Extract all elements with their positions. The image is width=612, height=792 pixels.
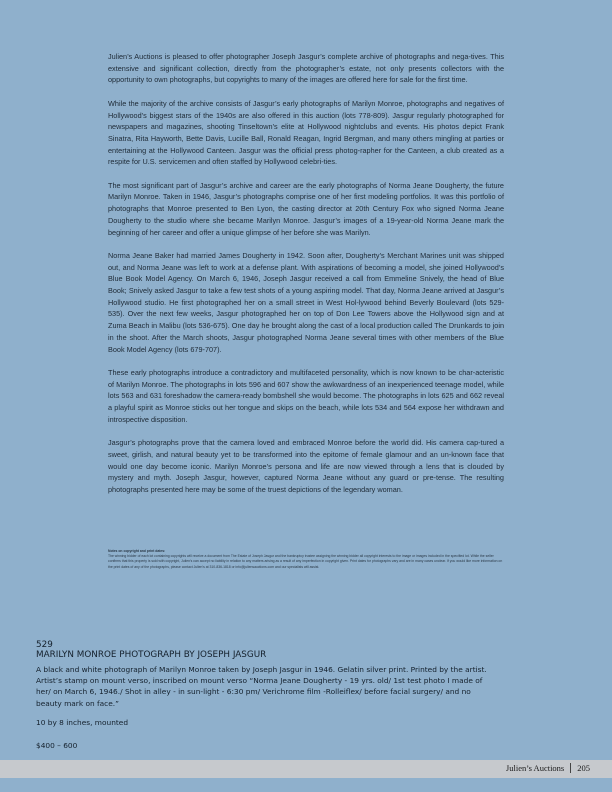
copyright-notes xyxy=(108,549,504,570)
essay-paragraph-4: Norma Jeane Baker had married James Dougherty in 1942. Soon after, Dougherty’s Merchant Marines unit was shipped out, and Norma Jeane was left to work at a defense plant. With aspirations of becoming a model, she joined Hollywood’s Blue Book Model Agency. On March 6, 1946, Joseph Jasgur received a call from Emmeline Snively, the head of Blue Book; Snively asked Jasgur to take a few test shots of a young aspiring model. That day, Norma Jeane arrived at Jasgur’s Hollywood studio. He first photographed her on a small street in West Hol-lywood behind Beverly Boulevard (lots 529-535). Over the next few weeks, Jasgur photographed her on top of Don Lee Towers above the Hollywood sign and at Zuma Beach in Malibu (lots 536-675). One day he brought along the cast of a local production called The Drunkards to join in the shoot. After the March shoots, Jasgur photographed Norma Jeane several times with other members of the Blue Book Model Agency (lots 679-707). xyxy=(108,250,504,354)
lot-title: MARILYN MONROE PHOTOGRAPH BY JOSEPH JASGUR xyxy=(36,650,267,660)
essay-paragraph-5: These early photographs introduce a contradictory and multifaceted personality, which is now known to be char-acteristic of Marilyn Monroe. The photographs in lots 596 and 607 show the awkwardness of an inexperienced teenage model, while lots 563 and 631 foreshadow the camera-ready bombshell she would become. The photographs in lots 625 and 662 reveal a playful spirit as Monroe sticks out her tongue and skips on the beach, while lots 534 and 564 expose her withdrawn and introspective disposition. xyxy=(108,367,504,424)
footer-brand: Julien’s Auctions xyxy=(505,763,565,773)
essay-paragraph-1: Julien’s Auctions is pleased to offer photographer Joseph Jasgur’s complete archive of photographs and nega-tives. This extensive and significant collection, directly from the photographer’s estate, not only presents collectors with the opportunity to own photographs, but copyrights to many of the images are offered here for sale for the first time. xyxy=(108,52,504,85)
copyright-notes-body: The winning bidder of each lot containing copyrights will receive a document from The Estate of Joseph Jasgur and the bankruptcy trustee assigning the winning bidder all copyright interests to the image or images included in the specified lot. While the seller confirms that this property is sold with copyright, Julien’s can accept no liability in relation to any matters arising as a result of any imperfection in copyright given. Print dates for photographs vary and are in many cases unclear. If you would like more information on the print dates of any of the photographs, please contact Julien’s at 310-836-1818 or info@juliensauctions.com and our specialists will assist. xyxy=(108,554,503,569)
essay-paragraph-6: Jasgur’s photographs prove that the camera loved and embraced Monroe before the world did. His camera cap-tured a sweet, girlish, and natural beauty yet to be transformed into the epitome of female glamour and an un-known face that would one day become iconic. Marilyn Monroe’s persona and life are now viewed through a lens that is clouded by mystery and myth. Joseph Jasgur, however, captured Norma Jeane without any guard or pre-tense. The resulting photographs presented here may be some of the truest depictions of the legendary woman. xyxy=(108,438,504,494)
page-number: 205 xyxy=(577,763,590,773)
footer-bar xyxy=(0,760,612,778)
essay-paragraph-3: The most significant part of Jasgur’s archive and career are the early photographs of Norma Jeane Dougherty, the future Marilyn Monroe. Taken in 1946, Jasgur’s photographs comprise one of her first modeling portfolios. It was this portfolio of photographs that Monroe presented to Ben Lyon, the casting director at 20th Century Fox who signed Norma Jeane Dougherty to the studio where she became Marilyn Monroe. Jasgur’s images of a 19-year-old Norma Jeane mark the beginning of her career and offer a unique glimpse of her before she was Marilyn. xyxy=(108,180,504,237)
essay-paragraph-2: While the majority of the archive consists of Jasgur’s early photographs of Marilyn Monroe, photographs and negatives of Hollywood’s biggest stars of the 1940s are also offered in this auction (lots 778-809). Jasgur regularly photographed for newspapers and magazines, shooting Tinseltown’s elite at Hollywood nightclubs and events. His photos depict Frank Sinatra, Rita Hayworth, Bette Davis, Lucille Ball, Ronald Reagan, Ingrid Bergman, and many others mingling at parties or entertaining at the Hollywood Canteen. Jasgur was the official press photog-rapher for the Canteen, a club created as a respite for U.S. servicemen and often staffed by Hollywood celebri-ties. xyxy=(108,98,504,167)
lot-entry xyxy=(36,640,496,751)
lot-description: A black and white photograph of Marilyn Monroe taken by Joseph Jasgur in 1946. Gelatin silver print. Printed by the artist. Artist’s stamp on mount verso, inscribed on mount verso “Norma Jeane Dougherty - 19 yrs. old/ 1st test photo I made of her/ on March 6, 1946./ Shot in alley - in sun-light - 6:30 pm/ Verichrome film -Rolleiflex/ before facial surgery/ and no beauty mark on face.” xyxy=(36,665,487,708)
essay xyxy=(108,51,504,507)
lot-dimensions: 10 by 8 inches, mounted xyxy=(36,717,129,727)
lot-number: 529 xyxy=(36,640,53,650)
copyright-notes-heading: Notes on copyright and print dates: xyxy=(108,549,166,553)
footer-divider xyxy=(570,763,571,773)
lot-estimate: $400 – 600 xyxy=(36,740,78,750)
footer-content xyxy=(506,763,590,773)
